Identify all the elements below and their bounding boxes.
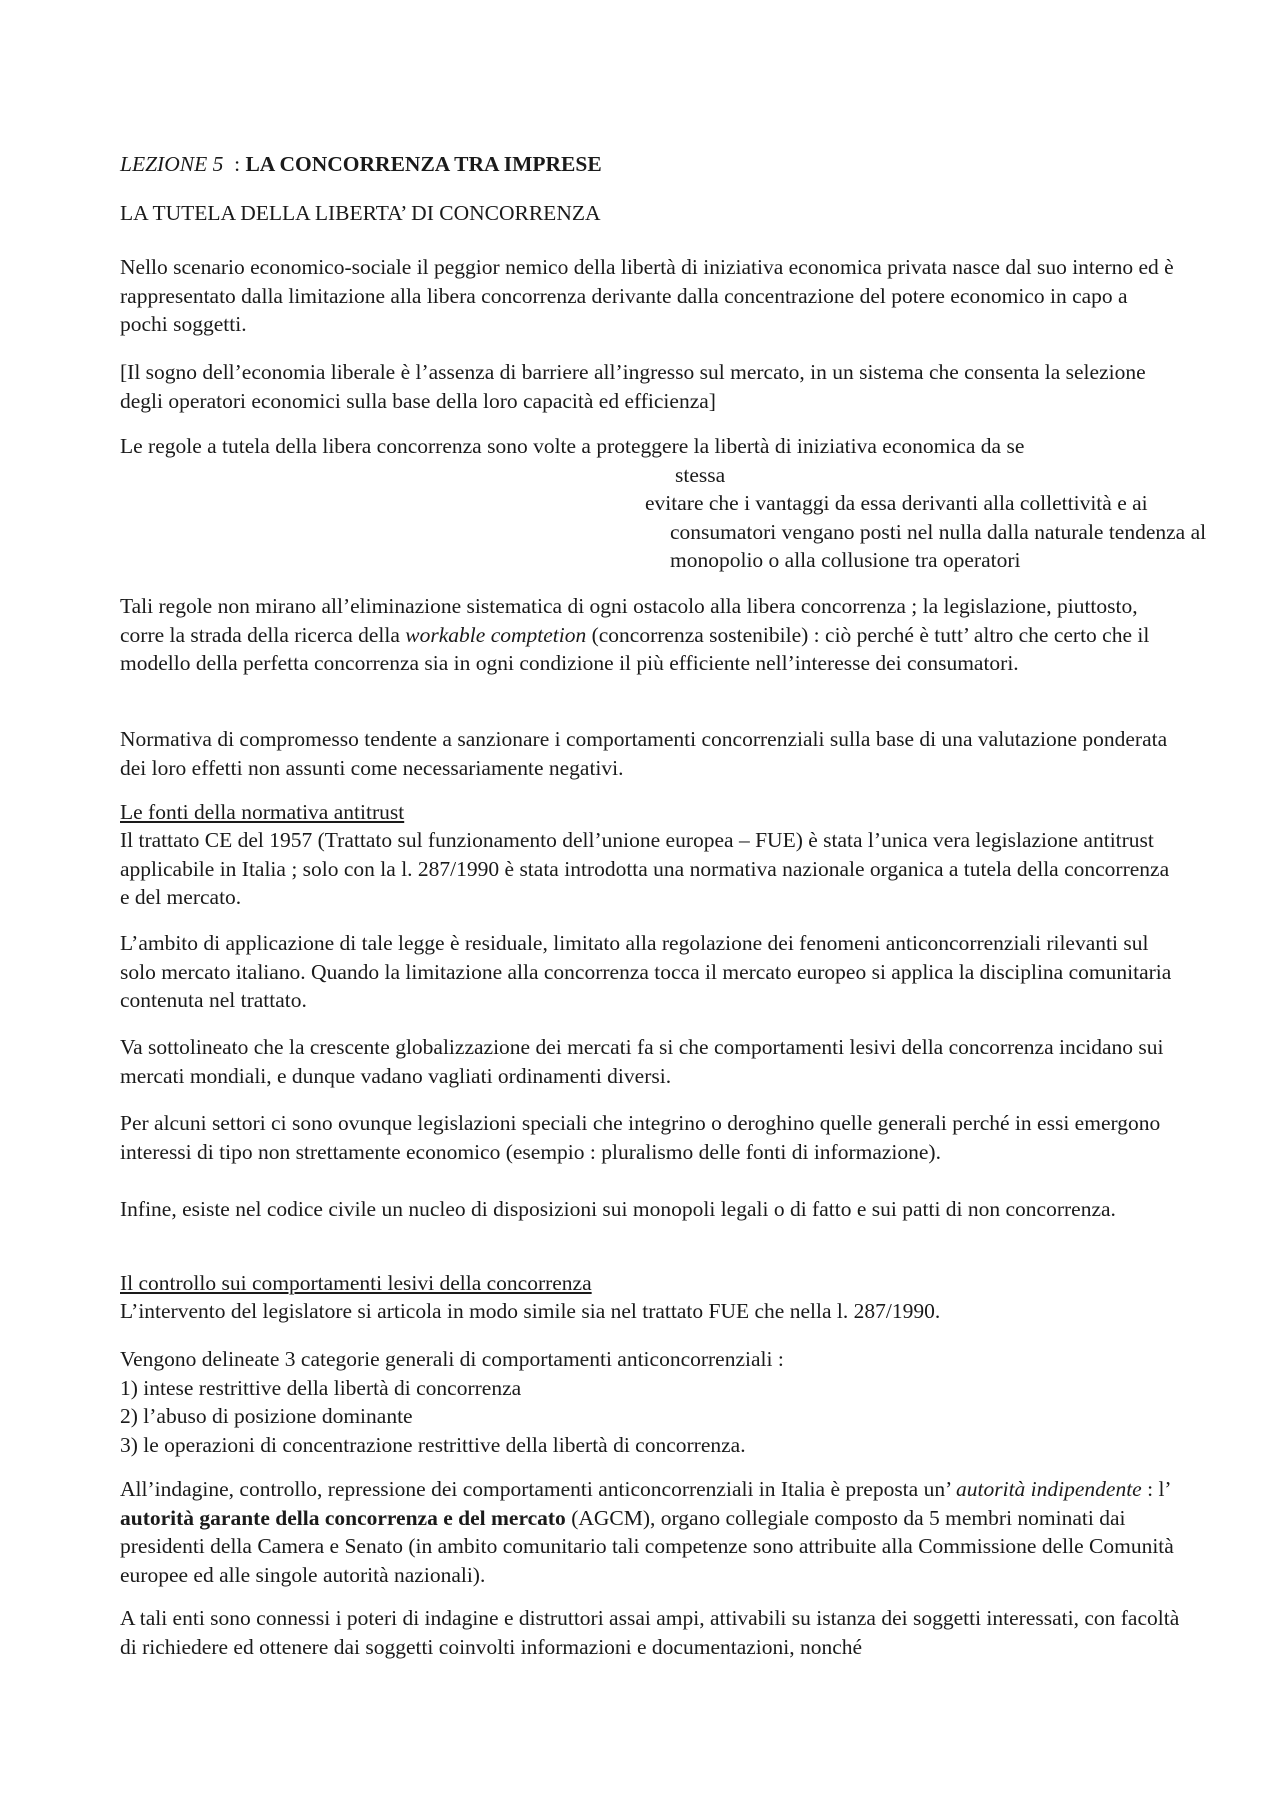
rules-line-2: stessa xyxy=(675,462,726,487)
workable-text-before: Tali regole non mirano all’eliminazione sistematica di ogni ostacolo alla libera concorrenza ; la legislazione, piuttosto, corre la strada della ricerca della xyxy=(120,594,1138,647)
paragraph-agcm xyxy=(120,1475,1180,1589)
paragraph-globalization: Va sottolineato che la crescente globalizzazione dei mercati fa si che comportamenti lesivi della concorrenza incidano sui mercati mondiali, e dunque vadano vagliati ordinamenti diversi. xyxy=(120,1035,1164,1088)
rules-line-1: Le regole a tutela della libera concorrenza sono volte a proteggere la libertà di iniziativa economica da se xyxy=(120,434,1025,458)
list-item: 2) l’abuso di posizione dominante xyxy=(120,1404,413,1429)
agcm-text-c: : l’ xyxy=(1141,1477,1170,1501)
paragraph-legislator: L’intervento del legislatore si articola in modo simile sia nel trattato FUE che nella l. 287/1990. xyxy=(120,1299,941,1323)
paragraph-ce-treaty: Il trattato CE del 1957 (Trattato sul funzionamento dell’unione europea – FUE) è stata l’unica vera legislazione antitrust applicabile in Italia ; solo con la l. 287/1990 è stata introdotta una normativa nazionale organica a tutela della concorrenza e del mercato. xyxy=(120,828,1170,910)
rules-line-3: evitare che i vantaggi da essa derivanti alla collettività e ai xyxy=(645,491,1148,516)
lesson-number: LEZIONE 5 xyxy=(120,152,224,176)
list-item: 3) le operazioni di concentrazione restrittive della libertà di concorrenza. xyxy=(120,1432,746,1457)
paragraph-powers: A tali enti sono connessi i poteri di indagine e distruttori assai ampi, attivabili su istanza dei soggetti interessati, con facoltà di richiedere ed ottenere dai soggetti coinvolti informazioni e documentazioni, nonché xyxy=(120,1606,1180,1659)
paragraph-intro: Nello scenario economico-sociale il peggior nemico della libertà di iniziativa economica privata nasce dal suo interno ed è rappresentato dalla limitazione alla libera concorrenza derivante dalla concentrazione del potere economico in capo a pochi soggetti. xyxy=(120,255,1174,337)
paragraph-civil-code: Infine, esiste nel codice civile un nucleo di disposizioni sui monopoli legali o di fatto e sui patti di non concorrenza. xyxy=(120,1197,1116,1221)
agcm-text-e: (AGCM), organo collegiale composto da 5 membri nominati dai presidenti della Camera e Senato (in ambito comunitario tali competenze sono attribuite alla Commissione delle Comunità europee ed alle singole autorità nazionali). xyxy=(120,1505,1174,1587)
paragraph-compromise: Normativa di compromesso tendente a sanzionare i comportamenti concorrenziali sulla base di una valutazione ponderata dei loro effetti non assunti come necessariamente negativi. xyxy=(120,727,1168,780)
workable-term: workable comptetion xyxy=(405,622,587,647)
paragraph-rules-purpose xyxy=(120,432,1207,577)
rules-line-5: monopolio o alla collusione tra operatori xyxy=(670,548,1021,573)
categories-block xyxy=(120,1345,1180,1459)
list-item: 1) intese restrittive della libertà di concorrenza xyxy=(120,1375,522,1400)
paragraph-special-sectors: Per alcuni settori ci sono ovunque legislazioni speciali che integrino o deroghino quelle generali perché in essi emergono interessi di tipo non strettamente economico (esempio : pluralismo delle fonti di informazione). xyxy=(120,1111,1161,1164)
heading-sources-text: Le fonti della normativa antitrust xyxy=(120,800,405,824)
section-heading: LA TUTELA DELLA LIBERTA’ DI CONCORRENZA xyxy=(120,201,601,225)
paragraph-workable-competition xyxy=(120,592,1180,678)
agcm-text-a: All’indagine, controllo, repressione dei comportamenti anticoncorrenziali in Italia è preposta un’ xyxy=(120,1477,957,1501)
heading-control xyxy=(120,1269,1180,1298)
heading-sources xyxy=(120,798,1180,827)
lesson-title xyxy=(120,150,1180,179)
agcm-independent-authority: autorità indipendente xyxy=(956,1477,1142,1501)
heading-control-text: Il controllo sui comportamenti lesivi della concorrenza xyxy=(120,1271,592,1295)
agcm-authority-name: autorità garante della concorrenza e del mercato xyxy=(120,1505,566,1530)
categories-intro: Vengono delineate 3 categorie generali di comportamenti anticoncorrenziali : xyxy=(120,1347,784,1371)
paragraph-liberal-dream: [Il sogno dell’economia liberale è l’assenza di barriere all’ingresso sul mercato, in un sistema che consenta la selezione degli operatori economici sulla base della loro capacità ed efficienza] xyxy=(120,360,1146,413)
paragraph-scope: L’ambito di applicazione di tale legge è residuale, limitato alla regolazione dei fenomeni anticoncorrenziali rilevanti sul solo mercato italiano. Quando la limitazione alla concorrenza tocca il mercato europeo si applica la disciplina comunitaria contenuta nel trattato. xyxy=(120,931,1172,1013)
workable-text-after: (concorrenza sostenibile) : ciò perché è tutt’ altro che certo che il modello della perfetta concorrenza sia in ogni condizione il più efficiente nell’interesse dei consumatori. xyxy=(120,622,1150,676)
lesson-topic: LA CONCORRENZA TRA IMPRESE xyxy=(245,152,602,176)
title-separator: : xyxy=(223,152,246,176)
rules-line-4: consumatori vengano posti nel nulla dalla naturale tendenza al xyxy=(670,519,1207,544)
